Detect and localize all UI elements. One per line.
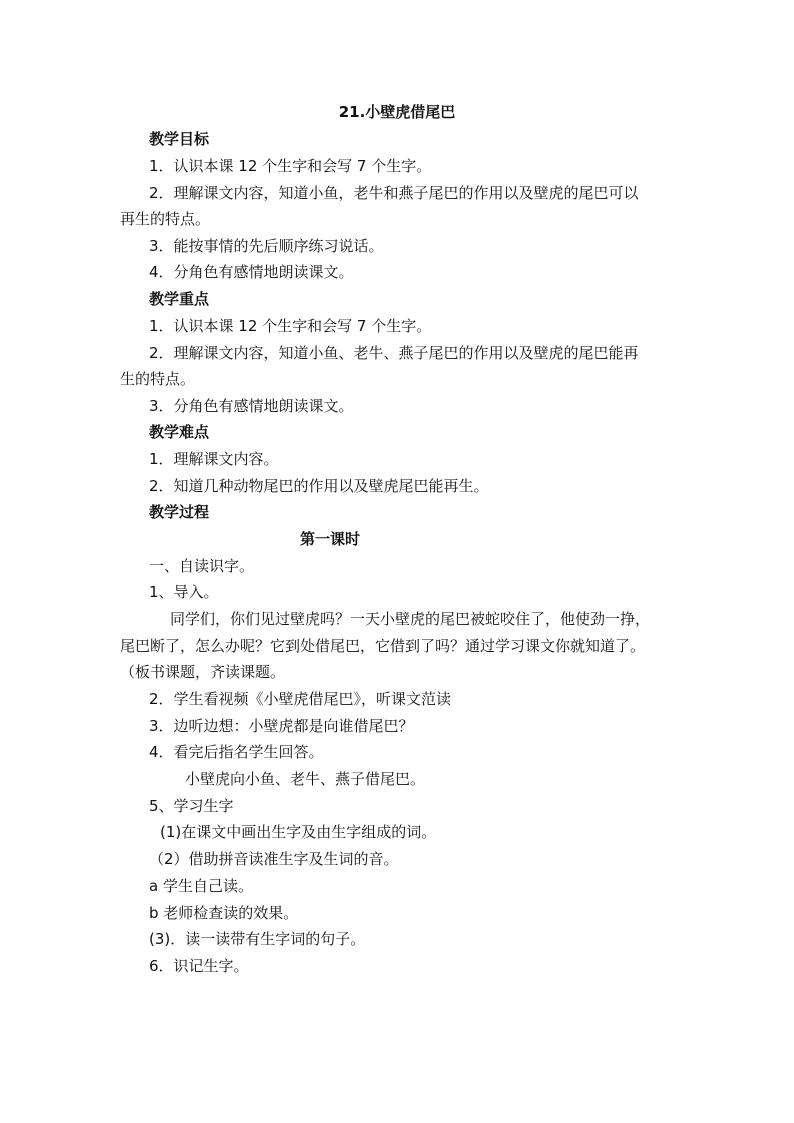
process-line: 小壁虎向小鱼、老牛、燕子借尾巴。 [185, 770, 426, 788]
process-line: 1、导入。 [149, 583, 219, 601]
process-line: (1)在课文中画出生字及由生字组成的词。 [160, 823, 437, 841]
process-line: 3．边听边想：小壁虎都是向谁借尾巴？ [149, 717, 414, 735]
objective-line: 2．理解课文内容，知道小鱼，老牛和燕子尾巴的作用以及壁虎的尾巴可以 [149, 184, 639, 202]
process-line: a 学生自己读。 [149, 877, 253, 895]
objective-line: 1．认识本课 12 个生字和会写 7 个生字。 [149, 157, 432, 175]
objectives-heading: 教学目标 [149, 130, 210, 148]
difficulties-heading: 教学难点 [149, 423, 210, 441]
objective-line: 4．分角色有感情地朗读课文。 [149, 263, 354, 281]
process-heading: 教学过程 [149, 503, 210, 521]
key-point-line: 3．分角色有感情地朗读课文。 [149, 397, 354, 415]
objective-line: 再生的特点。 [120, 210, 211, 228]
objective-line: 3．能按事情的先后顺序练习说话。 [149, 237, 384, 255]
lesson-title: 第一课时 [299, 530, 360, 548]
difficulty-line: 2．知道几种动物尾巴的作用以及壁虎尾巴能再生。 [149, 477, 489, 495]
key-points-heading: 教学重点 [149, 290, 210, 308]
process-line: 2．学生看视频《小壁虎借尾巴》，听课文范读 [149, 690, 452, 708]
process-line: （板书课题，齐读课题。 [120, 663, 286, 681]
process-line: 尾巴断了，怎么办呢？它到处借尾巴，它借到了吗？通过学习课文你就知道了。 [120, 637, 646, 655]
process-line: 一、自读识字。 [149, 557, 255, 575]
process-line: 4．看完后指名学生回答。 [149, 743, 324, 761]
key-point-line: 生的特点。 [120, 370, 196, 388]
difficulty-line: 1．理解课文内容。 [149, 450, 279, 468]
key-point-line: 2．理解课文内容，知道小鱼、老牛、燕子尾巴的作用以及壁虎的尾巴能再 [149, 344, 639, 362]
process-line: (3)．读一读带有生字词的句子。 [149, 930, 366, 948]
process-line: 同学们，你们见过壁虎吗？一天小壁虎的尾巴被蛇咬住了，他使劲一挣， [170, 610, 651, 628]
key-point-line: 1．认识本课 12 个生字和会写 7 个生字。 [149, 317, 432, 335]
document-title: 21.小壁虎借尾巴 [338, 103, 456, 121]
process-line: b 老师检查读的效果。 [149, 904, 299, 922]
process-line: 6．识记生字。 [149, 957, 249, 975]
process-line: （2）借助拼音读准生字及生词的音。 [149, 850, 399, 868]
process-line: 5、学习生字 [149, 797, 234, 815]
